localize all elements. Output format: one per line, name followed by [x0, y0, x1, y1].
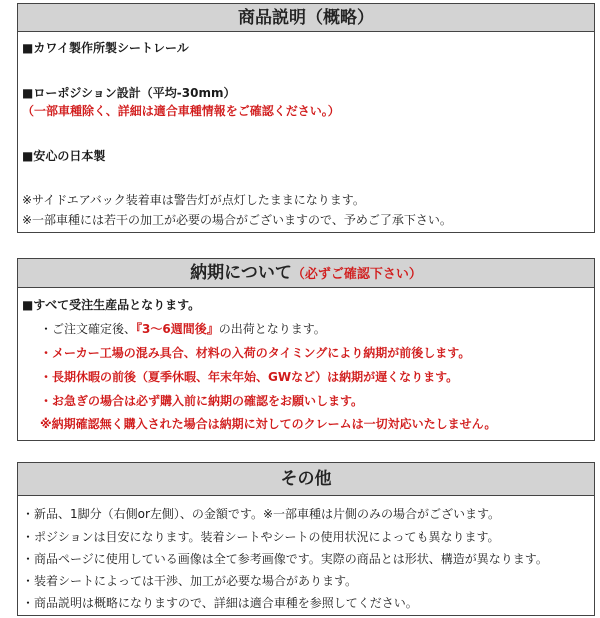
- delivery-title-text: 納期について: [190, 263, 292, 283]
- product-description-title: 商品説明（概略）: [18, 4, 594, 32]
- delivery-shipping-time: [40, 320, 326, 337]
- other-position-note: ・ポジションは目安になります。装着シートやシートの使用状況によっても異なります。: [22, 530, 500, 544]
- delivery-holiday-note: ・長期休暇の前後（夏季休暇、年末年始、GWなど）は納期が遅くなります。: [40, 370, 459, 384]
- notice-airbag: ※サイドエアバック装着車は警告灯が点灯したままになります。: [22, 193, 365, 207]
- feature-made-in-japan: ■安心の日本製: [22, 149, 106, 163]
- delivery-claim-note: ※納期確認無く購入された場合は納期に対してのクレームは一切対応いたしません。: [40, 417, 497, 431]
- notice-modification: ※一部車種には若干の加工が必要の場合がございますので、予めご了承下さい。: [22, 213, 452, 227]
- other-title: その他: [18, 463, 594, 496]
- product-description-section: [17, 3, 595, 233]
- delivery-urgent-note: ・お急ぎの場合は必ず購入前に納期の確認をお願いします。: [40, 394, 364, 408]
- feature-low-position-note: （一部車種除く、詳細は適合車種情報をご確認ください。）: [22, 104, 340, 118]
- delivery-made-to-order: ■すべて受注生産品となります。: [22, 298, 201, 312]
- shipping-time-prefix: ・ご注文確定後、: [40, 322, 137, 336]
- other-price-note: ・新品、1脚分（右側or左側）、の金額です。※一部車種は片側のみの場合がございます。: [22, 507, 501, 521]
- delivery-factory-note: ・メーカー工場の混み具合、材料の入荷のタイミングにより納期が前後します。: [40, 346, 471, 360]
- other-interference-note: ・装着シートによっては干渉、加工が必要な場合があります。: [22, 574, 358, 588]
- feature-low-position: ■ローポジション設計（平均-30mm）: [22, 86, 236, 100]
- feature-rail-maker: ■カワイ製作所製シートレール: [22, 41, 189, 55]
- other-section: [17, 462, 595, 616]
- other-image-note: ・商品ページに使用している画像は全て参考画像です。実際の商品とは形状、構造が異なります。: [22, 552, 548, 566]
- delivery-title: [18, 259, 594, 288]
- shipping-time-highlight: 『3～6週間後』: [136, 322, 219, 336]
- other-summary-note: ・商品説明は概略になりますので、詳細は適合車種を参照してください。: [22, 596, 418, 610]
- shipping-time-suffix: の出荷となります。: [218, 322, 326, 336]
- delivery-section: [17, 258, 595, 441]
- delivery-title-note: （必ずご確認下さい）: [291, 267, 422, 282]
